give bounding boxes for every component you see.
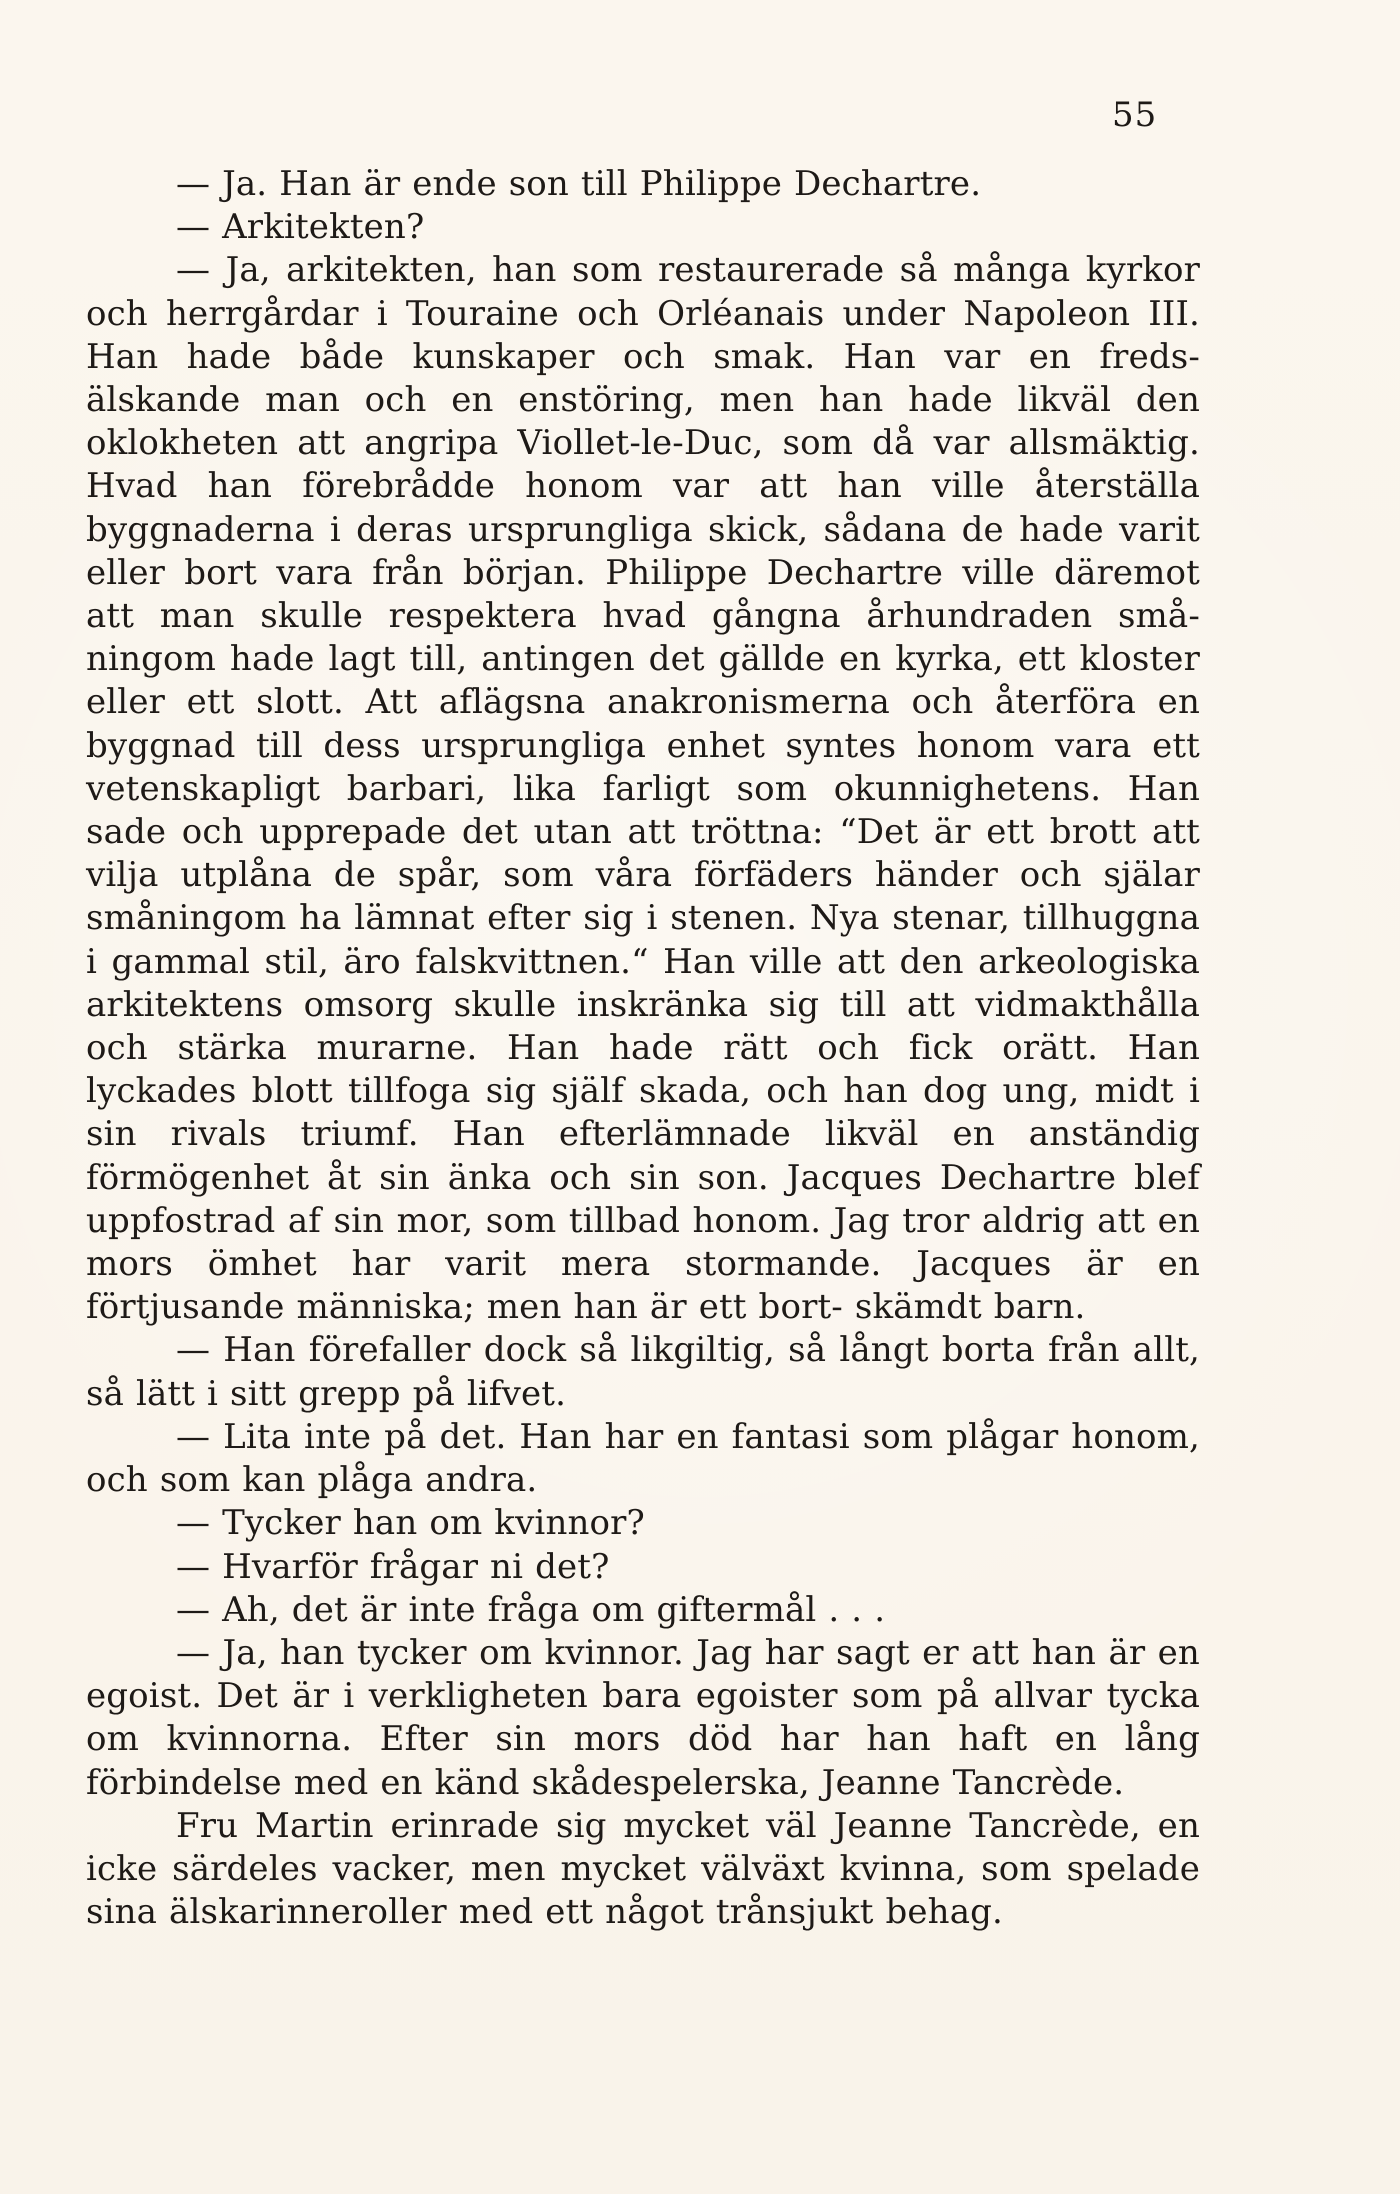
paragraph-1: — Ja. Han är ende son till Philippe Dechartre. [176,164,982,204]
body-text [86,163,1200,1934]
paragraph-3: — Ja, arkitekten, han som restaurerade så många kyrkor och herrgårdar i Touraine och Orléanais under Napoleon III. Han hade både kunskaper och smak. Han var en freds- älskande man och en enstöring, men han hade likväl den oklokheten att angripa Viollet-le-Duc, som då var allsmäktig. Hvad han förebrådde honom var att han ville återställa byggnaderna i deras ursprungliga skick, sådana de hade varit eller bort vara från början. Philippe Dechartre ville däremot att man skulle respektera hvad gångna århundraden små- ningom hade lagt till, antingen det gällde en kyrka, ett kloster eller ett slott. Att aflägsna anakronismerna och återföra en byggnad till dess ursprungliga enhet syntes honom vara ett vetenskapligt barbari, lika farligt som okunnighetens. Han sade och upprepade det utan att tröttna: “Det är ett brott att vilja utplåna de spår, som våra förfäders händer och själar småningom ha lämnat efter sig i stenen. Nya stenar, tillhuggna i gammal stil, äro falskvittnen.“ Han ville att den arkeologiska arkitektens omsorg skulle inskränka sig till att vidmakthålla och stärka murarne. Han hade rätt och fick orätt. Han lyckades blott tillfoga sig själf skada, och han dog ung, midt i sin rivals triumf. Han efterlämnade likväl en anständig förmögenhet åt sin änka och sin son. Jacques Dechartre blef uppfostrad af sin mor, som tillbad honom. Jag tror aldrig att en mors ömhet har varit mera stormande. Jacques är en förtjusande människa; men han är ett bort- skämdt barn. [86,250,1200,1328]
paragraph-8: — Ah, det är inte fråga om giftermål . . . [176,1589,886,1630]
page-number: 55 [1112,95,1158,135]
paragraph-4: — Han förefaller dock så likgiltig, så långt borta från allt, så lätt i sitt grepp på lifvet. [86,1330,1200,1414]
paragraph-5: — Lita inte på det. Han har en fantasi som plågar honom, och som kan plåga andra. [86,1416,1200,1501]
paragraph-10: Fru Martin erinrade sig mycket väl Jeanne Tancrède, en icke särdeles vacker, men mycket välväxt kvinna, som spelade sina älskarinneroller med ett något trånsjukt behag. [86,1805,1200,1933]
paragraph-2: — Arkitekten? [176,207,425,248]
paragraph-6: — Tycker han om kvinnor? [176,1503,645,1544]
paragraph-7: — Hvarför frågar ni det? [176,1546,610,1587]
paragraph-9: — Ja, han tycker om kvinnor. Jag har sagt er att han är en egoist. Det är i verkligheten bara egoister som på allvar tycka om kvinnorna. Efter sin mors död har han haft en lång förbindelse med en känd skådespelerska, Jeanne Tancrède. [86,1632,1200,1803]
